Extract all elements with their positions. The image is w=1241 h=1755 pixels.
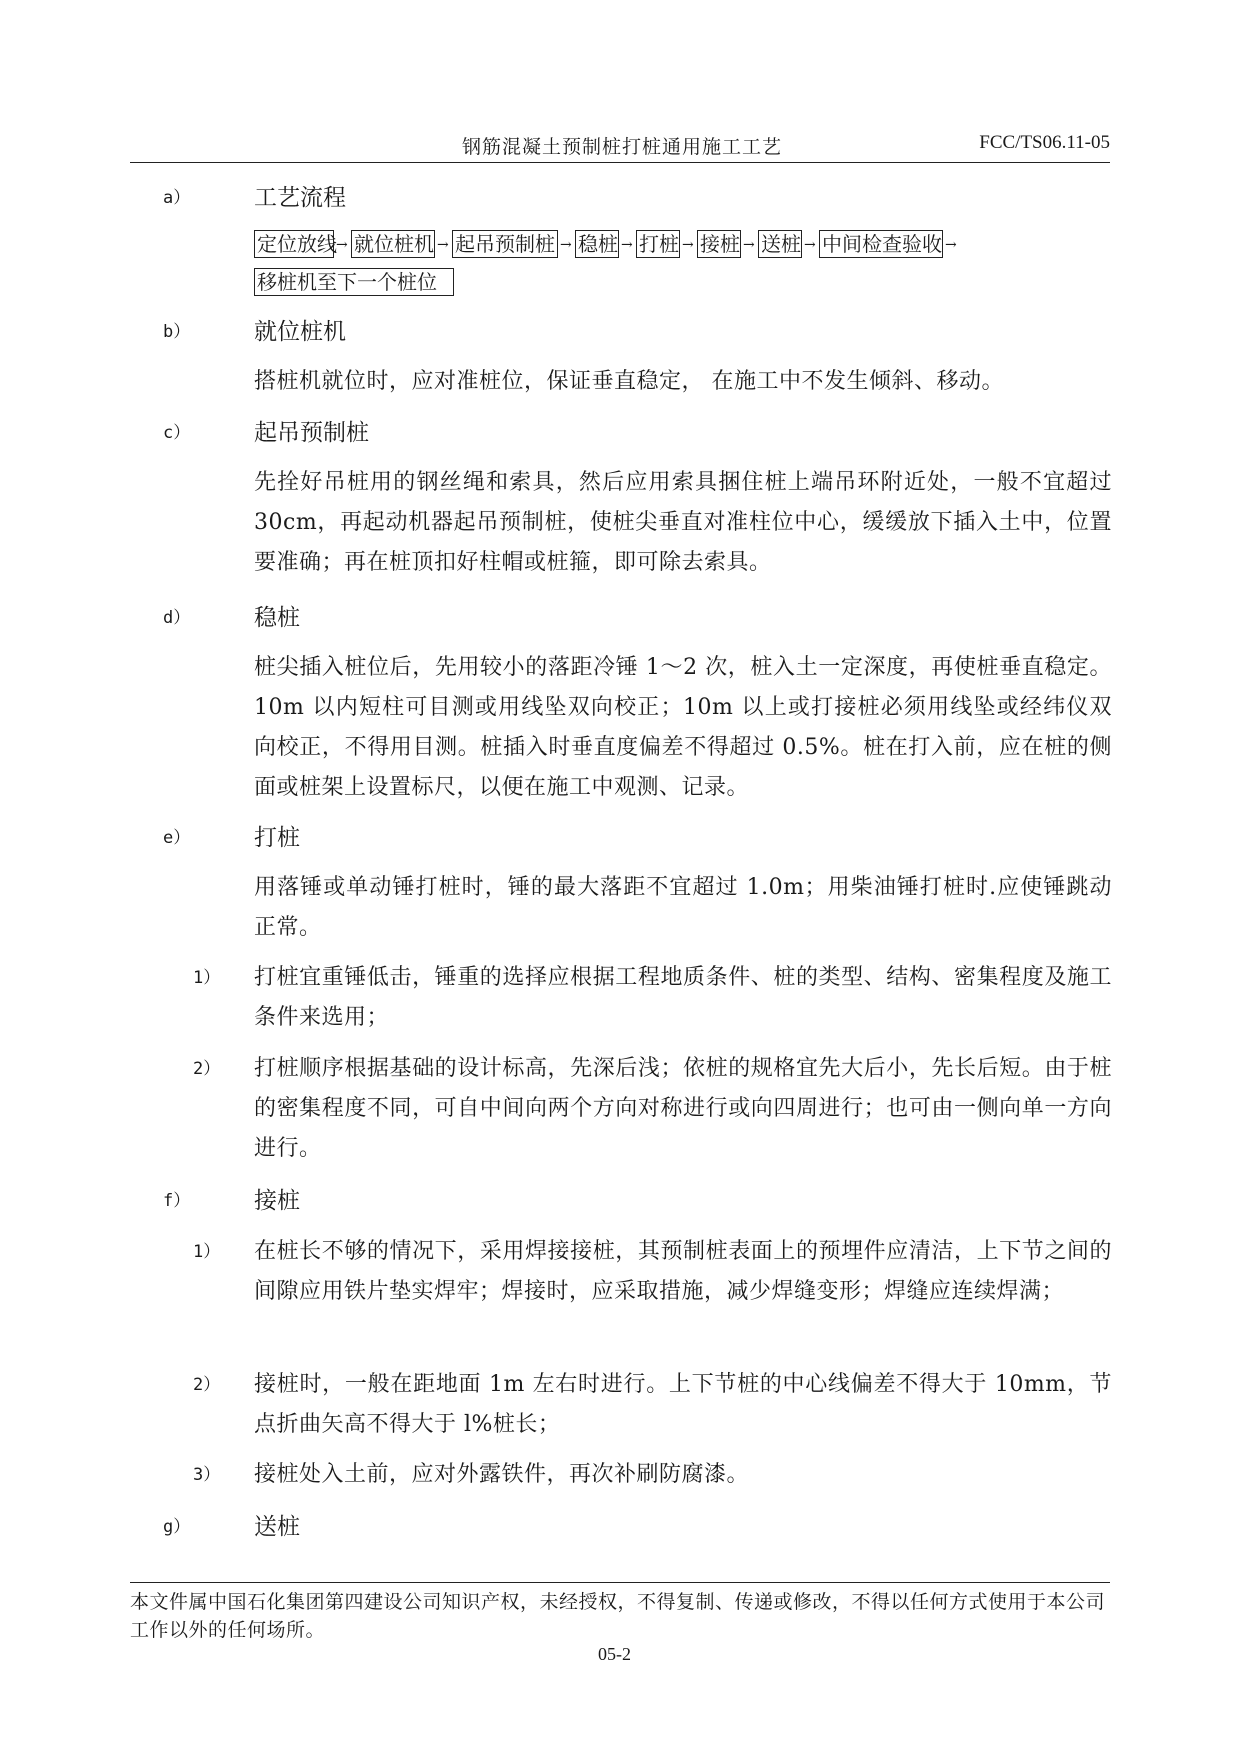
- flow-step: 中间检查验收: [819, 230, 943, 258]
- flow-arrow: →: [743, 237, 755, 253]
- document-code: FCC/TS06.11-05: [979, 132, 1110, 153]
- flow-arrow: →: [560, 237, 572, 253]
- section-heading: 起吊预制桩: [254, 420, 369, 446]
- list-item: 打桩顺序根据基础的设计标高，先深后浅；依桩的规格宜先大后小，先长后短。由于桩的密集程度不同，可自中间向两个方向对称进行或向四周进行；也可由一侧向单一方向进行。: [254, 1056, 1112, 1161]
- list-item: 接桩处入土前，应对外露铁件，再次补刷防腐漆。: [254, 1462, 750, 1487]
- copyright-notice: 本文件属中国石化集团第四建设公司知识产权，未经授权，不得复制、传递或修改，不得以任何方式使用于本公司工作以外的任何场所。: [130, 1591, 1106, 1641]
- section-marker: c）: [163, 423, 191, 443]
- list-item: 接桩时，一般在距地面 1m 左右时进行。上下节桩的中心线偏差不得大于 10mm，节点折曲矢高不得大于 l%桩长；: [254, 1372, 1112, 1437]
- list-item: 打桩宜重锤低击，锤重的选择应根据工程地质条件、桩的类型、结构、密集程度及施工条件来选用；: [254, 965, 1112, 1030]
- list-marker: 1）: [193, 1242, 221, 1262]
- list-item: 在桩长不够的情况下，采用焊接接桩，其预制桩表面上的预埋件应清洁，上下节之间的间隙应用铁片垫实焊牢；焊接时，应采取措施，减少焊缝变形；焊缝应连续焊满；: [254, 1239, 1112, 1304]
- section-d-text: 桩尖插入桩位后，先用较小的落距冷锤 1～2 次，桩入土一定深度，再使桩垂直稳定。10m 以内短柱可目测或用线坠双向校正；10m 以上或打接桩必须用线坠或经纬仪双向校正，不得用目测。桩插入时垂直度偏差不得超过 0.5%。桩在打入前，应在桩的侧面或桩架上设置标尺，以便在施工中观测、记录。: [254, 655, 1112, 800]
- flow-step: 就位桩机: [351, 230, 435, 258]
- flow-arrow: →: [621, 237, 633, 253]
- section-heading: 稳桩: [254, 605, 300, 631]
- flow-step: 起吊预制桩: [452, 230, 558, 258]
- section-heading: 就位桩机: [254, 319, 346, 345]
- section-heading: 接桩: [254, 1188, 300, 1214]
- flow-step: 移桩机至下一个桩位: [254, 268, 454, 296]
- flow-step: 定位放线: [254, 230, 334, 258]
- list-marker: 2）: [193, 1375, 221, 1395]
- flow-arrow: →: [945, 237, 957, 253]
- flow-step: 打桩: [636, 230, 680, 258]
- section-marker: d）: [163, 608, 191, 628]
- flow-arrow: →: [336, 237, 348, 253]
- flow-step: 送桩: [758, 230, 802, 258]
- flow-arrow: →: [682, 237, 694, 253]
- flow-arrow: →: [437, 237, 449, 253]
- list-marker: 3）: [193, 1465, 221, 1485]
- section-marker: b）: [163, 322, 191, 342]
- process-flow: [254, 230, 1104, 306]
- flow-step: 稳桩: [575, 230, 619, 258]
- list-marker: 2）: [193, 1059, 221, 1079]
- flow-step: 接桩: [697, 230, 741, 258]
- section-marker: e）: [163, 828, 191, 848]
- section-marker: f）: [163, 1191, 191, 1211]
- flow-arrow: →: [804, 237, 816, 253]
- section-c-text: 先拴好吊桩用的钢丝绳和索具，然后应用索具捆住桩上端吊环附近处，一般不宜超过 30cm，再起动机器起吊预制桩，使桩尖垂直对准柱位中心，缓缓放下插入土中，位置要准确；再在桩顶扣好柱帽或桩箍，即可除去索具。: [254, 470, 1112, 575]
- section-heading: 打桩: [254, 825, 300, 851]
- header-title: 钢筋混凝土预制桩打桩通用施工工艺: [462, 136, 783, 158]
- page-number: 05-2: [598, 1644, 631, 1664]
- section-marker: g）: [163, 1517, 191, 1537]
- page-header: [130, 130, 1110, 163]
- section-marker: a）: [163, 188, 191, 208]
- section-b-text: 搭桩机就位时，应对准桩位，保证垂直稳定， 在施工中不发生倾斜、移动。: [254, 369, 1004, 394]
- footer-divider: [130, 1582, 1110, 1583]
- section-heading: 送桩: [254, 1514, 300, 1540]
- section-e-text: 用落锤或单动锤打桩时，锤的最大落距不宜超过 1.0m；用柴油锤打桩时.应使锤跳动正常。: [254, 875, 1112, 940]
- section-heading: 工艺流程: [254, 185, 346, 211]
- list-marker: 1）: [193, 968, 221, 988]
